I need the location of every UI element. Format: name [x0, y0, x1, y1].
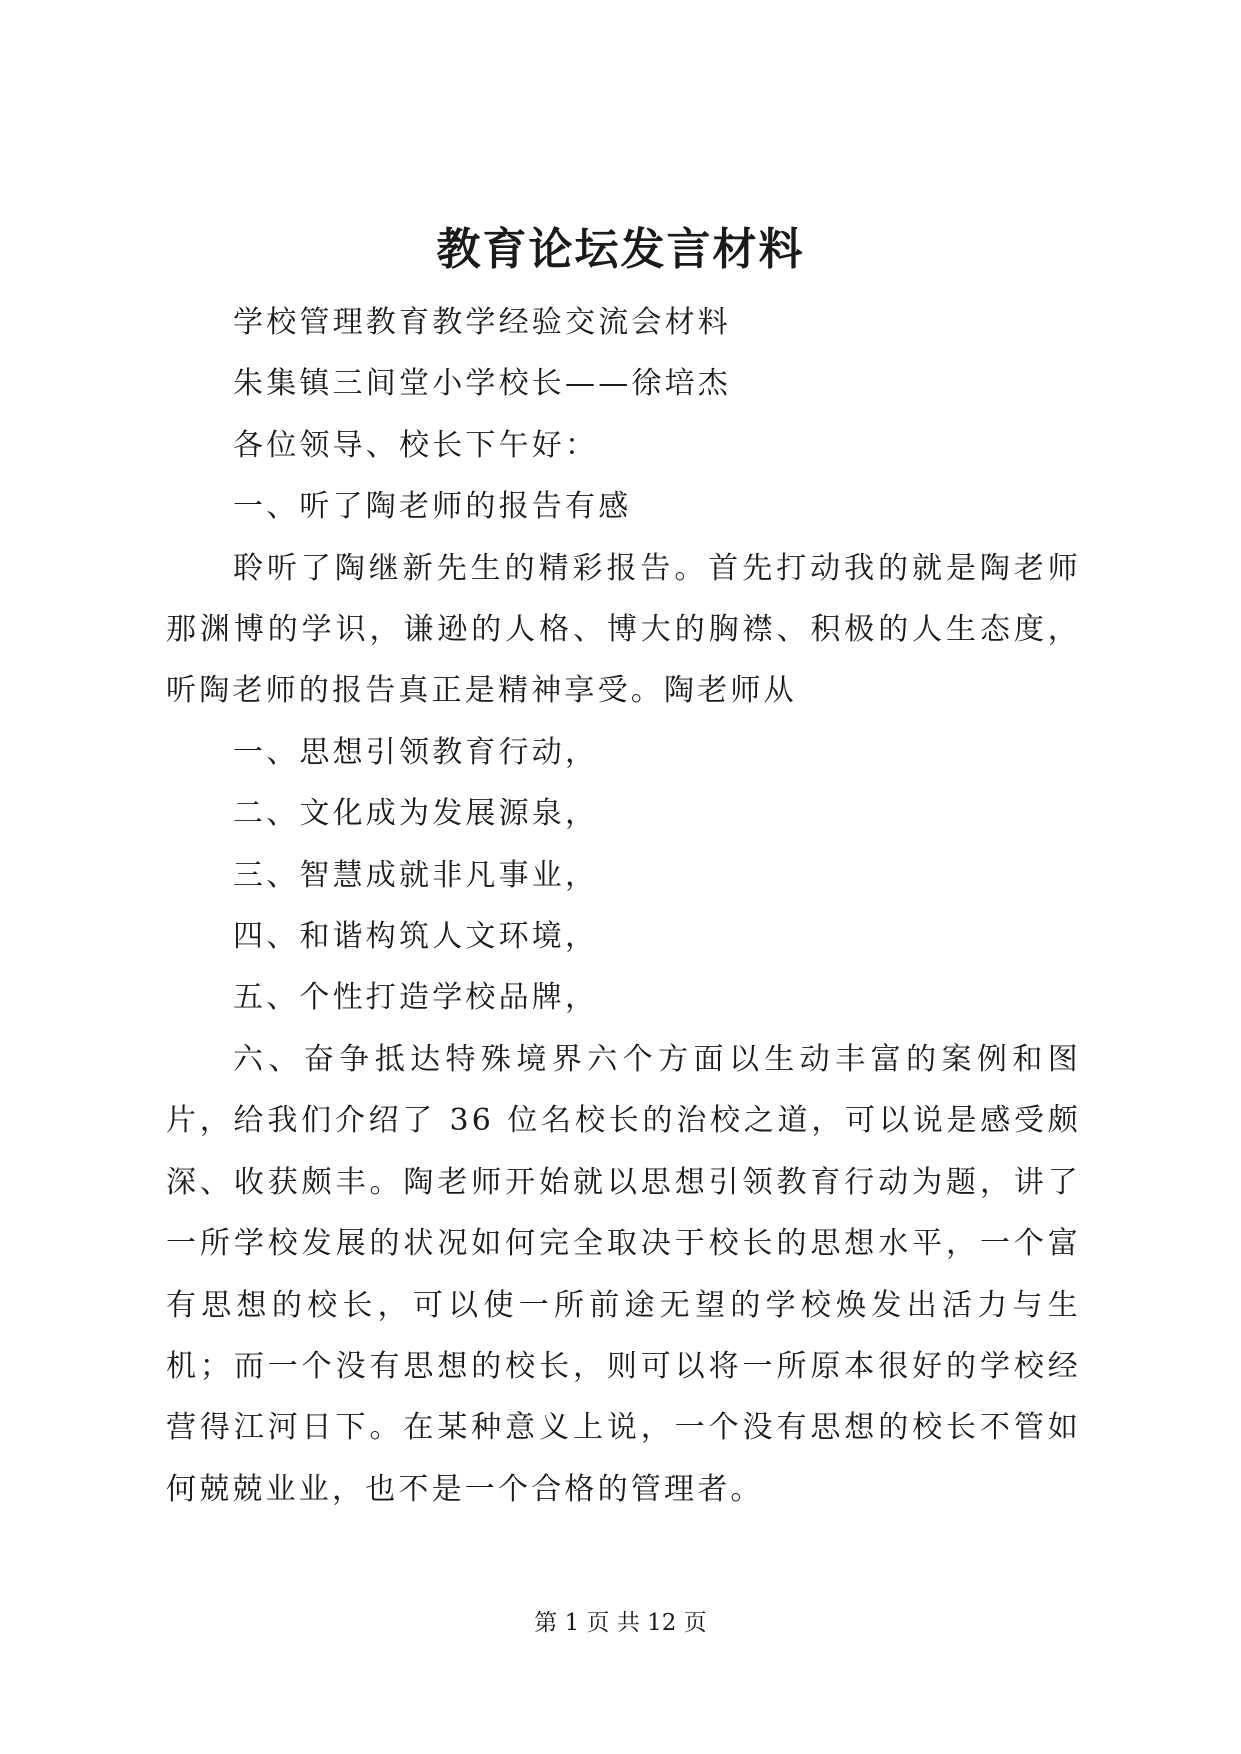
page-footer: 第 1 页 共 12 页: [534, 1610, 707, 1636]
list-item-2: 二、文化成为发展源泉，: [233, 796, 599, 832]
paragraph-section-heading: 一、听了陶老师的报告有感: [233, 489, 632, 525]
paragraph-author: 朱集镇三间堂小学校长——徐培杰: [233, 366, 731, 402]
list-item-1: 一、思想引领教育行动，: [233, 734, 599, 770]
paragraph-intro: 聆听了陶继新先生的精彩报告。首先打动我的就是陶老师那渊博的学识，谦逊的人格、博大的胸襟、积极的人生态度，听陶老师的报告真正是精神享受。陶老师从: [166, 550, 1081, 709]
document-title: 教育论坛发言材料: [436, 224, 805, 275]
document-body: [166, 292, 1081, 1520]
list-item-6-paragraph: 六、奋争抵达特殊境界六个方面以生动丰富的案例和图片，给我们介绍了 36 位名校长的治校之道，可以说是感受颇深、收获颇丰。陶老师开始就以思想引领教育行动为题，讲了一所学校发展的状况如何完全取决于校长的思想水平，一个富有思想的校长，可以使一所前途无望的学校焕发出活力与生机；而一个没有思想的校长，则可以将一所原本很好的学校经营得江河日下。在某种意义上说，一个没有思想的校长不管如何兢兢业业，也不是一个合格的管理者。: [166, 1041, 1081, 1507]
list-item-3: 三、智慧成就非凡事业，: [233, 857, 599, 893]
list-item-5: 五、个性打造学校品牌，: [233, 980, 599, 1016]
paragraph-greeting: 各位领导、校长下午好：: [233, 427, 599, 463]
paragraph-subtitle: 学校管理教育教学经验交流会材料: [233, 305, 731, 340]
list-item-4: 四、和谐构筑人文环境，: [233, 919, 599, 955]
